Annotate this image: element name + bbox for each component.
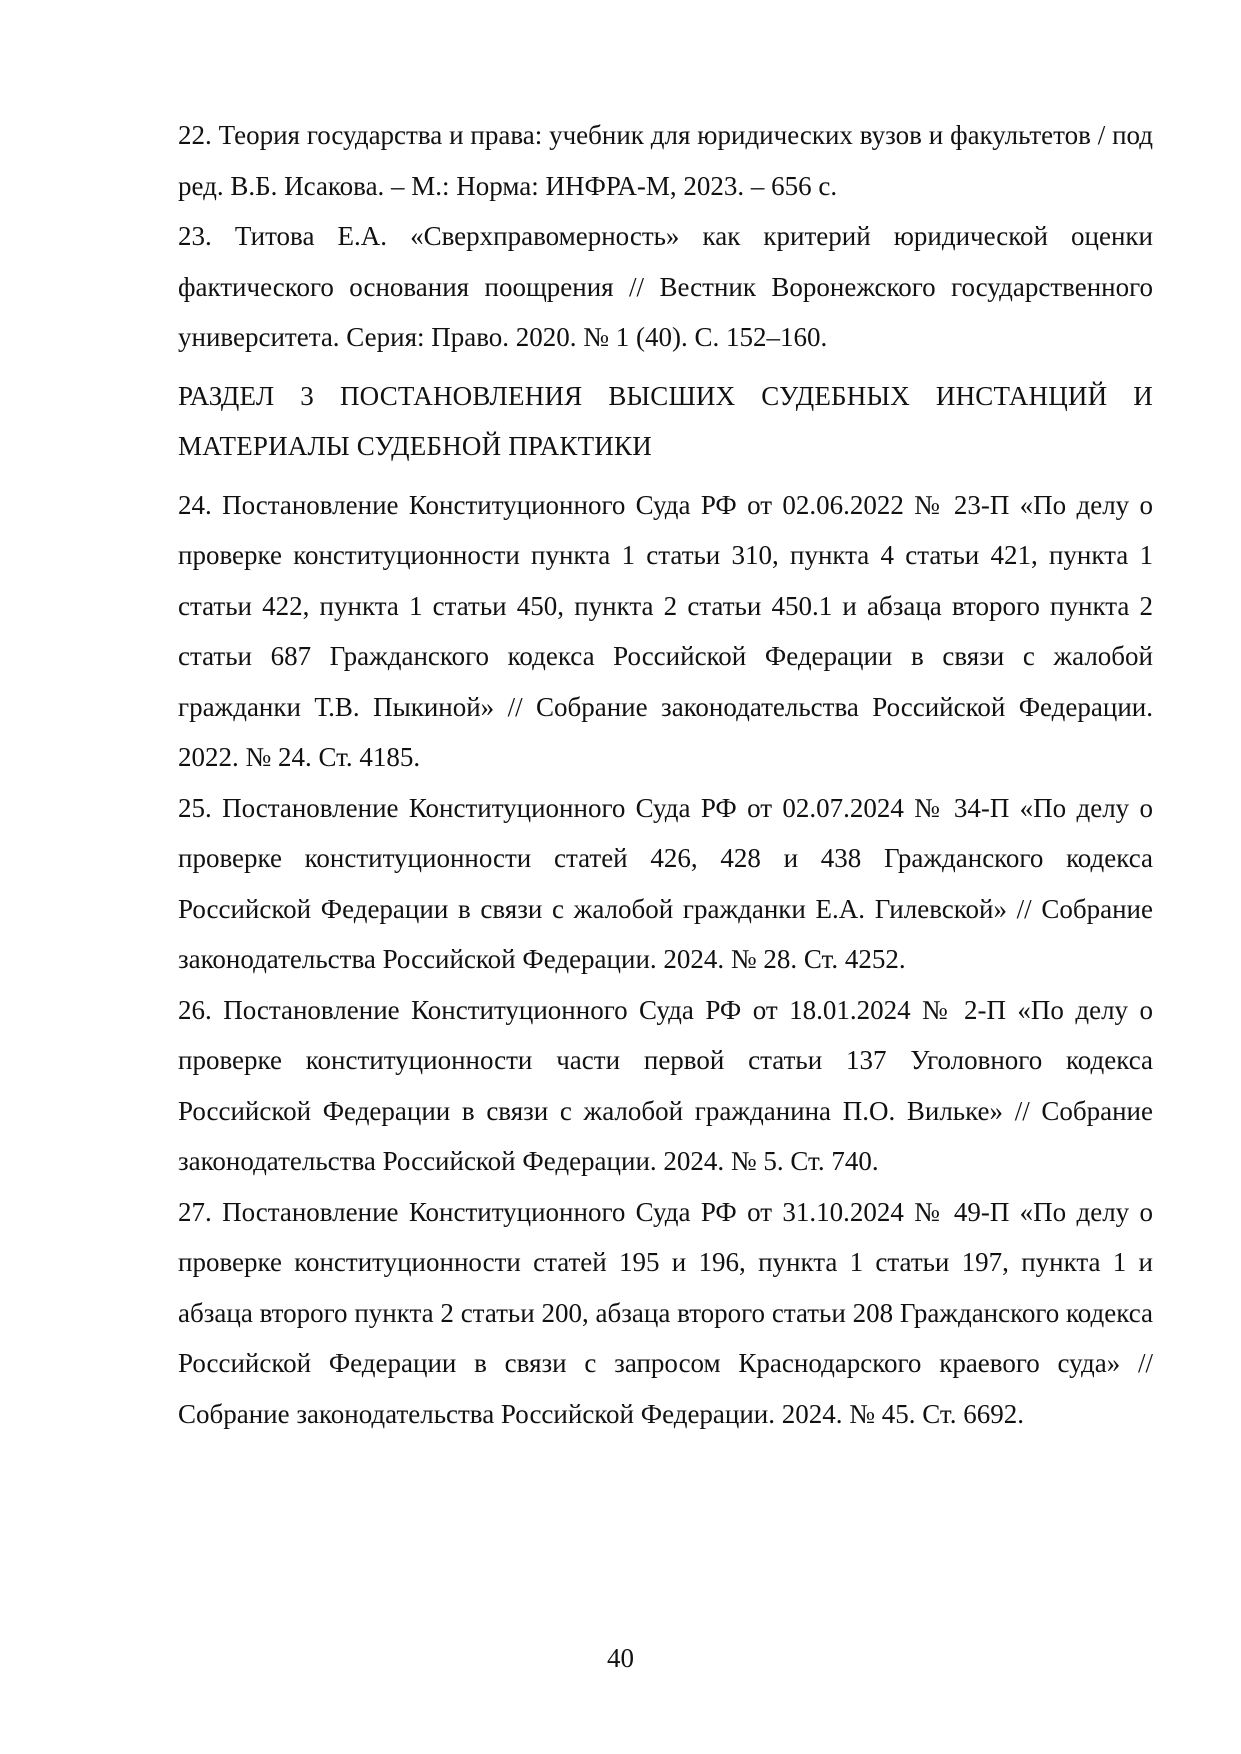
bibliography-entry-24: 24. Постановление Конституционного Суда РФ от 02.06.2022 № 23-П «По делу о проверке конституционности пункта 1 статьи 310, пункта 4 статьи 421, пункта 1 статьи 422, пункта 1 статьи 450, пункта 2 статьи 450.1 и абзаца второго пункта 2 статьи 687 Гражданского кодекса Российской Федерации в связи с жалобой гражданки Т.В. Пыкиной» // Собрание законодательства Российской Федерации. 2022. № 24. Ст. 4185. xyxy=(178,489,1153,772)
bibliography-entry-25: 25. Постановление Конституционного Суда РФ от 02.07.2024 № 34-П «По делу о проверке конституционности статей 426, 428 и 438 Гражданского кодекса Российской Федерации в связи с жалобой гражданки Е.А. Гилевской» // Собрание законодательства Российской Федерации. 2024. № 28. Ст. 4252. xyxy=(178,792,1153,974)
bibliography-entry-27: 27. Постановление Конституционного Суда РФ от 31.10.2024 № 49-П «По делу о проверке конституционности статей 195 и 196, пункта 1 статьи 197, пункта 1 и абзаца второго пункта 2 статьи 200, абзаца второго статьи 208 Гражданского кодекса Российской Федерации в связи с запросом Краснодарского краевого суда» // Собрание законодательства Российской Федерации. 2024. № 45. Ст. 6692. xyxy=(178,1196,1153,1429)
bibliography-entry-22: 22. Теория государства и права: учебник для юридических вузов и факультетов / под ред. В.Б. Исакова. – М.: Норма: ИНФРА-М, 2023. – 656 с. xyxy=(178,120,1153,201)
bibliography-entry-23: 23. Титова Е.А. «Сверхправомерность» как критерий юридической оценки фактического основания поощрения // Вестник Воронежского государственного университета. Серия: Право. 2020. № 1 (40). С. 152–160. xyxy=(178,221,1153,352)
page-number: 40 xyxy=(607,1643,634,1673)
section-heading: РАЗДЕЛ 3 ПОСТАНОВЛЕНИЯ ВЫСШИХ СУДЕБНЫХ ИНСТАНЦИЙ И МАТЕРИАЛЫ СУДЕБНОЙ ПРАКТИКИ xyxy=(178,380,1153,461)
page-content xyxy=(178,110,1153,1439)
bibliography-entry-26: 26. Постановление Конституционного Суда РФ от 18.01.2024 № 2-П «По делу о проверке конституционности части первой статьи 137 Уголовного кодекса Российской Федерации в связи с жалобой гражданина П.О. Вильке» // Собрание законодательства Российской Федерации. 2024. № 5. Ст. 740. xyxy=(178,994,1153,1176)
